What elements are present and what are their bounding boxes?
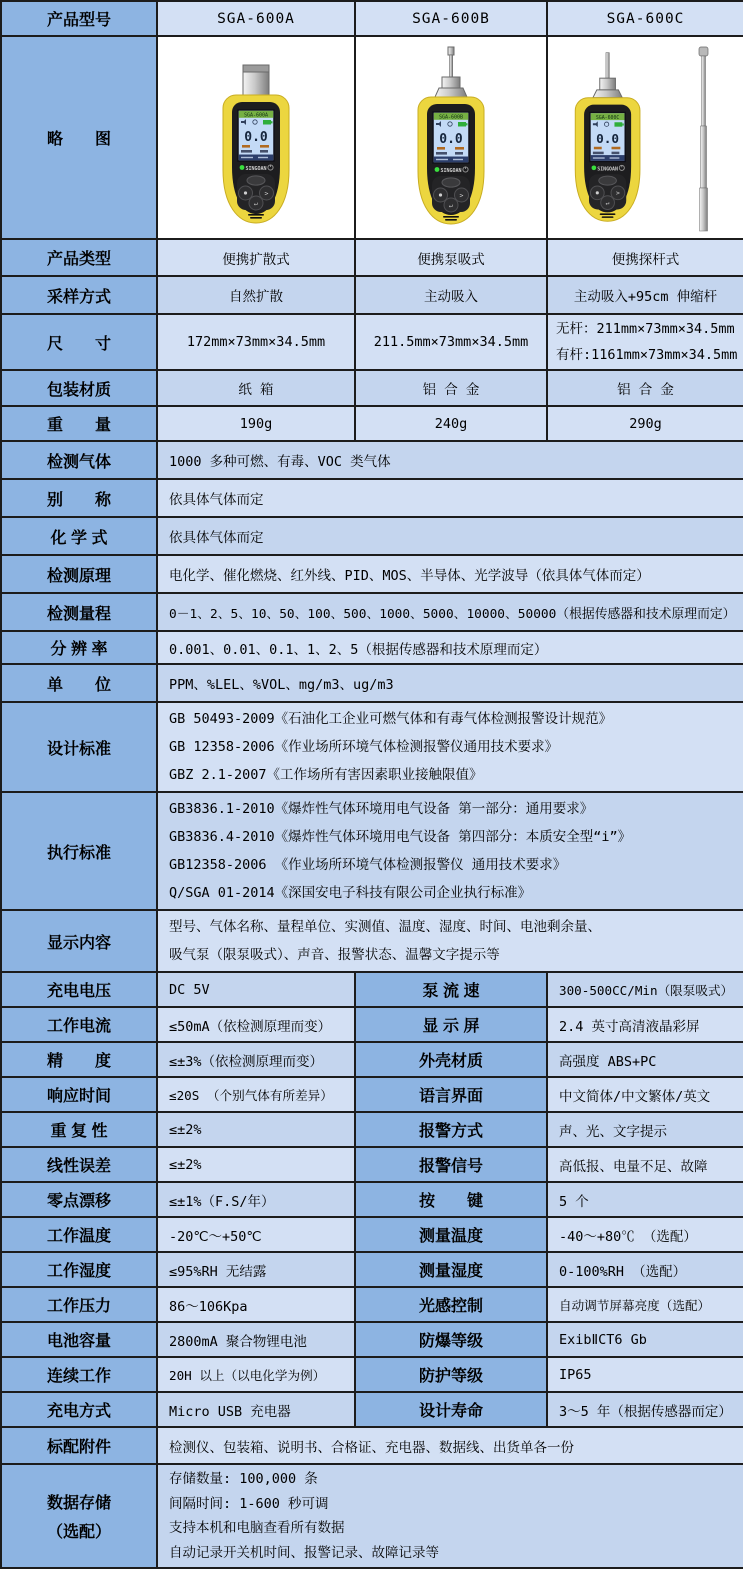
charging-voltage-label: 充电电压 <box>1 972 157 1007</box>
design-life-value: 3～5 年（根据传感器而定） <box>547 1392 743 1427</box>
dimensions-label: 尺 寸 <box>1 314 157 370</box>
sensor-cap-icon <box>243 65 269 97</box>
table-row <box>1 239 743 276</box>
keys-value: 5 个 <box>547 1182 743 1217</box>
charging-method-value: Micro USB 充电器 <box>157 1392 355 1427</box>
detection-range-label: 检测量程 <box>1 593 157 631</box>
protection-level-value: IP65 <box>547 1357 743 1392</box>
device-screen <box>238 110 274 161</box>
alias-label: 别 称 <box>1 479 157 517</box>
explosion-proof-label: 防爆等级 <box>355 1322 547 1357</box>
display-screen-value: 2.4 英寸高清液晶彩屏 <box>547 1007 743 1042</box>
table-row <box>1 1322 743 1357</box>
sketch-cell-b <box>355 36 547 239</box>
svg-text:>: > <box>459 191 464 200</box>
display-content-line: 型号、气体名称、量程单位、实测值、温度、湿度、时间、电池剩余量、 <box>169 919 601 935</box>
accuracy-label: 精 度 <box>1 1042 157 1077</box>
working-temperature-label: 工作温度 <box>1 1217 157 1252</box>
data-storage-line: 存储数量: 100,000 条 <box>169 1471 318 1487</box>
device-photo-sga-600c <box>551 37 741 233</box>
model-name-a: SGA-600A <box>157 1 355 36</box>
chemical-formula-label: 化 学 式 <box>1 517 157 555</box>
working-temperature-value: -20℃～+50℃ <box>157 1217 355 1252</box>
display-content-line: 吸气泵（限泵吸式）、声音、报警状态、温馨文字提示等 <box>169 947 500 963</box>
zero-drift-label: 零点漂移 <box>1 1182 157 1217</box>
execution-standard-value <box>157 792 743 910</box>
alarm-signal-value: 高低报、电量不足、故障 <box>547 1147 743 1182</box>
data-storage-value <box>157 1464 743 1568</box>
design-standard-label: 设计标准 <box>1 702 157 792</box>
sketch-cell-a <box>157 36 355 239</box>
svg-text:>: > <box>264 189 269 198</box>
screen-reading: 0.0 <box>595 131 619 147</box>
unit-value: PPM、%LEL、%VOL、mg/m3、ug/m3 <box>157 664 743 702</box>
packaging-material-label: 包装材质 <box>1 370 157 406</box>
data-storage-label <box>1 1464 157 1568</box>
working-pressure-label: 工作压力 <box>1 1287 157 1322</box>
table-row <box>1 276 743 314</box>
repeatability-label: 重 复 性 <box>1 1112 157 1147</box>
table-row <box>1 517 743 555</box>
detected-gas-label: 检测气体 <box>1 441 157 479</box>
shell-material-value: 高强度 ABS+PC <box>547 1042 743 1077</box>
measure-humidity-label: 测量湿度 <box>355 1252 547 1287</box>
dimensions-a: 172mm×73mm×34.5mm <box>157 314 355 370</box>
table-row <box>1 1287 743 1322</box>
table-row <box>1 36 743 239</box>
accuracy-value: ≤±3%（依检测原理而变） <box>157 1042 355 1077</box>
working-humidity-value: ≤95%RH 无结露 <box>157 1252 355 1287</box>
alarm-mode-label: 报警方式 <box>355 1112 547 1147</box>
chemical-formula-value: 依具体气体而定 <box>157 517 743 555</box>
svg-text:↵: ↵ <box>605 199 610 208</box>
display-content-value <box>157 910 743 972</box>
data-storage-line: 自动记录开关机时间、报警记录、故障记录等 <box>169 1544 439 1561</box>
svg-text:SGA-600C: SGA-600C <box>595 114 619 121</box>
product-type-a: 便携扩散式 <box>157 239 355 276</box>
table-row <box>1 1464 743 1568</box>
language-value: 中文简体/中文繁体/英文 <box>547 1077 743 1112</box>
weight-b: 240g <box>355 406 547 441</box>
sketch-label: 略 图 <box>1 36 157 239</box>
table-row <box>1 1392 743 1427</box>
product-type-c: 便携探杆式 <box>547 239 743 276</box>
detection-range-value: 0－1、2、5、10、50、100、500、1000、5000、10000、50000（根据传感器和技术原理而定） <box>157 593 743 631</box>
device-screen <box>433 112 469 163</box>
brand-text: SINGOAN <box>440 168 462 174</box>
keypad <box>237 174 275 210</box>
table-row <box>1 593 743 631</box>
table-row <box>1 370 743 406</box>
design-standard-line: GBZ 2.1-2007《工作场所有害因素职业接触限值》 <box>169 767 483 783</box>
svg-text:↵: ↵ <box>449 201 453 210</box>
keypad <box>588 174 625 209</box>
table-row <box>1 441 743 479</box>
accessories-label: 标配附件 <box>1 1427 157 1464</box>
table-row <box>1 631 743 664</box>
protection-level-label: 防护等级 <box>355 1357 547 1392</box>
sampling-method-b: 主动吸入 <box>355 276 547 314</box>
response-time-value: ≤20S （个别气体有所差异） <box>157 1077 355 1112</box>
pump-probe-icon <box>435 47 467 97</box>
table-row <box>1 1 743 36</box>
brand-text: SINGOAN <box>245 166 267 172</box>
charging-method-label: 充电方式 <box>1 1392 157 1427</box>
svg-text:↵: ↵ <box>254 199 258 208</box>
design-standard-line: GB 50493-2009《石油化工企业可燃气体和有毒气体检测报警设计规范》 <box>169 711 613 727</box>
dimensions-c <box>547 314 743 370</box>
measure-temperature-value: -40～+80℃ （选配） <box>547 1217 743 1252</box>
working-current-label: 工作电流 <box>1 1007 157 1042</box>
light-control-value: 自动调节屏幕亮度（选配） <box>547 1287 743 1322</box>
execution-standard-line: Q/SGA 01-2014《深国安电子科技有限公司企业执行标准》 <box>169 885 532 901</box>
zero-drift-value: ≤±1%（F.S/年） <box>157 1182 355 1217</box>
execution-standard-line: GB12358-2006 《作业场所环境气体检测报警仪 通用技术要求》 <box>169 857 567 873</box>
table-row <box>1 1252 743 1287</box>
table-row <box>1 910 743 972</box>
execution-standard-label: 执行标准 <box>1 792 157 910</box>
display-screen-label: 显 示 屏 <box>355 1007 547 1042</box>
table-row <box>1 792 743 910</box>
alias-value: 依具体气体而定 <box>157 479 743 517</box>
table-row <box>1 1147 743 1182</box>
table-row <box>1 1357 743 1392</box>
battery-capacity-label: 电池容量 <box>1 1322 157 1357</box>
product-type-b: 便携泵吸式 <box>355 239 547 276</box>
packaging-material-b: 铝 合 金 <box>355 370 547 406</box>
table-row <box>1 1217 743 1252</box>
led-indicator <box>591 165 596 170</box>
sampling-method-c: 主动吸入+95cm 伸缩杆 <box>547 276 743 314</box>
table-row <box>1 972 743 1007</box>
table-row <box>1 702 743 792</box>
packaging-material-c: 铝 合 金 <box>547 370 743 406</box>
led-indicator <box>435 167 440 172</box>
brand-text: SINGOAN <box>596 166 618 173</box>
table-row <box>1 1077 743 1112</box>
alarm-signal-label: 报警信号 <box>355 1147 547 1182</box>
table-row <box>1 1042 743 1077</box>
design-life-label: 设计寿命 <box>355 1392 547 1427</box>
repeatability-value: ≤±2% <box>157 1112 355 1147</box>
accessories-value: 检测仪、包装箱、说明书、合格证、充电器、数据线、出货单各一份 <box>157 1427 743 1464</box>
battery-capacity-value: 2800mA 聚合物锂电池 <box>157 1322 355 1357</box>
sampling-method-a: 自然扩散 <box>157 276 355 314</box>
led-indicator <box>240 165 245 170</box>
light-control-label: 光感控制 <box>355 1287 547 1322</box>
sketch-cell-c <box>547 36 743 239</box>
table-row <box>1 314 743 370</box>
table-row <box>1 1427 743 1464</box>
execution-standard-line: GB3836.1-2010《爆炸性气体环境用电气设备 第一部分：通用要求》 <box>169 801 594 817</box>
shell-material-label: 外壳材质 <box>355 1042 547 1077</box>
detected-gas-value: 1000 多种可燃、有毒、VOC 类气体 <box>157 441 743 479</box>
data-storage-label-line1: 数据存储 <box>46 1495 111 1512</box>
table-row <box>1 406 743 441</box>
model-name-b: SGA-600B <box>355 1 547 36</box>
dimensions-c-line2: 有杆:1161mm×73mm×34.5mm <box>556 347 738 363</box>
pump-flow-label: 泵 流 速 <box>355 972 547 1007</box>
weight-a: 190g <box>157 406 355 441</box>
measure-humidity-value: 0-100%RH （选配） <box>547 1252 743 1287</box>
explosion-proof-value: ExibⅡCT6 Gb <box>547 1322 743 1357</box>
packaging-material-a: 纸 箱 <box>157 370 355 406</box>
detection-principle-value: 电化学、催化燃烧、红外线、PID、MOS、半导体、光学波导（依具体气体而定） <box>157 555 743 593</box>
data-storage-line: 支持本机和电脑查看所有数据 <box>169 1520 345 1536</box>
language-label: 语言界面 <box>355 1077 547 1112</box>
product-type-label: 产品类型 <box>1 239 157 276</box>
svg-text:SGA-600B: SGA-600B <box>438 114 464 121</box>
detection-principle-label: 检测原理 <box>1 555 157 593</box>
device-photo-sga-600b <box>381 37 521 233</box>
table-row <box>1 479 743 517</box>
device-photo-sga-600a <box>186 37 326 233</box>
dimensions-b: 211.5mm×73mm×34.5mm <box>355 314 547 370</box>
screen-reading: 0.0 <box>244 130 268 145</box>
measure-temperature-label: 测量温度 <box>355 1217 547 1252</box>
screen-reading: 0.0 <box>439 132 463 147</box>
dimensions-c-line1: 无杆：211mm×73mm×34.5mm <box>556 321 735 337</box>
display-content-label: 显示内容 <box>1 910 157 972</box>
execution-standard-line: GB3836.4-2010《爆炸性气体环境用电气设备 第四部分：本质安全型“i”》 <box>169 829 632 845</box>
svg-text:>: > <box>615 189 620 198</box>
data-storage-line: 间隔时间: 1-600 秒可调 <box>169 1495 329 1512</box>
product-model-label: 产品型号 <box>1 1 157 36</box>
telescopic-rod-icon <box>699 47 708 231</box>
linearity-error-label: 线性误差 <box>1 1147 157 1182</box>
device-screen <box>589 112 624 161</box>
table-row <box>1 1182 743 1217</box>
weight-c: 290g <box>547 406 743 441</box>
unit-label: 单 位 <box>1 664 157 702</box>
keys-label: 按 键 <box>355 1182 547 1217</box>
continuous-working-value: 20H 以上（以电化学为例） <box>157 1357 355 1392</box>
response-time-label: 响应时间 <box>1 1077 157 1112</box>
table-row <box>1 664 743 702</box>
resolution-label: 分 辨 率 <box>1 631 157 664</box>
model-name-c: SGA-600C <box>547 1 743 36</box>
data-storage-label-line2: （选配） <box>46 1524 111 1541</box>
sampling-method-label: 采样方式 <box>1 276 157 314</box>
weight-label: 重 量 <box>1 406 157 441</box>
working-humidity-label: 工作湿度 <box>1 1252 157 1287</box>
linearity-error-value: ≤±2% <box>157 1147 355 1182</box>
alarm-mode-value: 声、光、文字提示 <box>547 1112 743 1147</box>
design-standard-value <box>157 702 743 792</box>
resolution-value: 0.001、0.01、0.1、1、2、5（根据传感器和技术原理而定） <box>157 631 743 664</box>
table-row <box>1 555 743 593</box>
design-standard-line: GB 12358-2006《作业场所环境气体检测报警仪通用技术要求》 <box>169 739 559 755</box>
keypad <box>432 176 470 212</box>
pump-flow-value: 300-500CC/Min（限泵吸式） <box>547 972 743 1007</box>
svg-text:SGA-600A: SGA-600A <box>243 112 269 119</box>
pump-probe-icon <box>592 53 621 98</box>
table-row <box>1 1112 743 1147</box>
continuous-working-label: 连续工作 <box>1 1357 157 1392</box>
table-row <box>1 1007 743 1042</box>
working-pressure-value: 86～106Kpa <box>157 1287 355 1322</box>
charging-voltage-value: DC 5V <box>157 972 355 1007</box>
working-current-value: ≤50mA（依检测原理而变） <box>157 1007 355 1042</box>
